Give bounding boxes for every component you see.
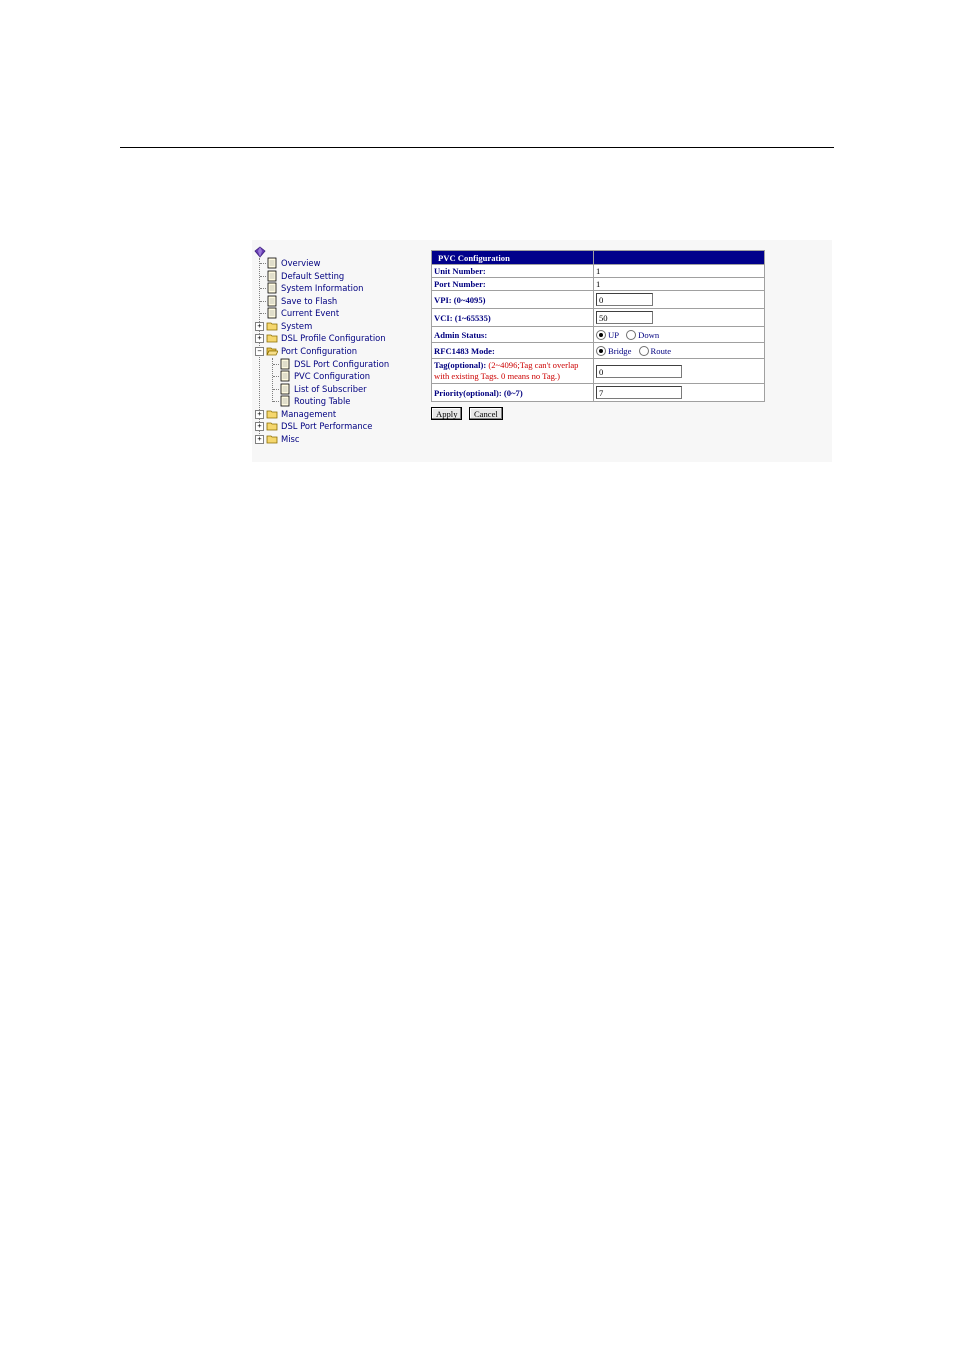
tree-item-routing-table[interactable] bbox=[279, 395, 350, 407]
open-folder-icon bbox=[266, 345, 278, 357]
tree-item-dsl-port-performance[interactable] bbox=[266, 420, 372, 432]
rfc1483-mode-cell bbox=[594, 343, 765, 359]
folder-icon bbox=[266, 320, 278, 332]
route-label: Route bbox=[650, 346, 672, 357]
tree-item-label: System Information bbox=[281, 283, 364, 293]
admin-status-cell bbox=[594, 327, 765, 343]
web-admin-screenshot bbox=[252, 240, 832, 462]
table-row bbox=[432, 309, 765, 327]
table-row bbox=[432, 343, 765, 359]
table-row bbox=[432, 327, 765, 343]
tree-item-label: List of Subscriber bbox=[294, 384, 367, 394]
admin-up-radio[interactable] bbox=[596, 330, 606, 340]
route-radio[interactable] bbox=[639, 346, 649, 356]
expand-plus-icon[interactable]: + bbox=[255, 334, 264, 343]
tree-item-management[interactable] bbox=[266, 408, 336, 420]
admin-down-radio[interactable] bbox=[626, 330, 636, 340]
admin-down-label: Down bbox=[638, 330, 660, 341]
form-buttons bbox=[431, 404, 765, 422]
tree-item-label: Routing Table bbox=[294, 396, 351, 406]
vci-cell bbox=[594, 309, 765, 327]
table-header-row bbox=[432, 251, 765, 265]
priority-input[interactable]: 7 bbox=[596, 386, 682, 399]
admin-up-label: UP bbox=[608, 330, 619, 341]
folder-icon bbox=[266, 433, 278, 445]
table-header-blank bbox=[594, 251, 765, 265]
vpi-cell bbox=[594, 291, 765, 309]
table-row bbox=[432, 265, 765, 278]
rfc1483-mode-label: RFC1483 Mode: bbox=[432, 343, 594, 359]
tree-item-misc[interactable] bbox=[266, 433, 300, 445]
priority-cell bbox=[594, 384, 765, 402]
pvc-configuration-table bbox=[431, 250, 765, 402]
vci-label: VCI: (1~65535) bbox=[432, 309, 594, 327]
bridge-label: Bridge bbox=[608, 346, 632, 357]
tag-label-cell bbox=[432, 359, 594, 384]
navigation-tree bbox=[252, 240, 428, 462]
tag-note-line-1: (2~4096;Tag can't overlap bbox=[488, 360, 579, 370]
tree-item-dsl-port-configuration[interactable] bbox=[279, 358, 389, 370]
tree-item-label: DSL Port Configuration bbox=[294, 359, 390, 369]
tree-item-current-event[interactable] bbox=[266, 307, 339, 319]
tree-item-label: Current Event bbox=[281, 308, 340, 318]
page-icon bbox=[266, 282, 278, 294]
priority-label: Priority(optional): (0~7) bbox=[432, 384, 594, 402]
expand-plus-icon[interactable]: + bbox=[255, 435, 264, 444]
page-icon bbox=[266, 307, 278, 319]
tree-item-default-setting[interactable] bbox=[266, 270, 344, 282]
vci-input[interactable]: 50 bbox=[596, 311, 653, 324]
tree-item-label: Default Setting bbox=[281, 271, 345, 281]
vpi-input[interactable]: 0 bbox=[596, 293, 653, 306]
page-icon bbox=[266, 295, 278, 307]
tree-item-pvc-configuration[interactable] bbox=[279, 370, 370, 382]
tree-item-label: Overview bbox=[281, 258, 321, 268]
tag-cell bbox=[594, 359, 765, 384]
expand-plus-icon[interactable]: + bbox=[255, 422, 264, 431]
admin-status-label: Admin Status: bbox=[432, 327, 594, 343]
expand-plus-icon[interactable]: + bbox=[255, 410, 264, 419]
vpi-label: VPI: (0~4095) bbox=[432, 291, 594, 309]
tree-item-label: Port Configuration bbox=[281, 346, 358, 356]
tree-item-label: DSL Port Performance bbox=[281, 421, 373, 431]
table-row bbox=[432, 278, 765, 291]
tree-item-list-of-subscriber[interactable] bbox=[279, 383, 367, 395]
page-icon bbox=[279, 370, 291, 382]
tree-item-label: DSL Profile Configuration bbox=[281, 333, 386, 343]
page-icon bbox=[266, 270, 278, 282]
folder-icon bbox=[266, 332, 278, 344]
root-gem-icon bbox=[254, 246, 266, 258]
tag-input[interactable]: 0 bbox=[596, 365, 682, 378]
tree-item-label: System bbox=[281, 321, 313, 331]
tree-item-port-configuration[interactable] bbox=[266, 345, 357, 357]
table-row bbox=[432, 359, 765, 384]
tree-item-label: Misc bbox=[281, 434, 300, 444]
pvc-configuration-panel bbox=[431, 250, 765, 422]
tree-item-save-to-flash[interactable] bbox=[266, 295, 337, 307]
page-icon bbox=[279, 383, 291, 395]
unit-number-value: 1 bbox=[594, 265, 765, 278]
tree-item-system[interactable] bbox=[266, 320, 312, 332]
apply-button[interactable]: Apply bbox=[431, 407, 462, 420]
expand-plus-icon[interactable]: + bbox=[255, 322, 264, 331]
page-icon bbox=[279, 395, 291, 407]
tree-item-label: PVC Configuration bbox=[294, 371, 371, 381]
tag-label: Tag(optional): bbox=[434, 360, 487, 370]
tree-item-label: Management bbox=[281, 409, 337, 419]
tree-item-dsl-profile-configuration[interactable] bbox=[266, 332, 386, 344]
cancel-button[interactable]: Cancel bbox=[469, 407, 503, 420]
folder-icon bbox=[266, 408, 278, 420]
page-icon bbox=[279, 358, 291, 370]
tree-item-system-information[interactable] bbox=[266, 282, 363, 294]
bridge-radio[interactable] bbox=[596, 346, 606, 356]
page-top-rule bbox=[120, 147, 834, 148]
folder-icon bbox=[266, 420, 278, 432]
collapse-minus-icon[interactable]: − bbox=[255, 347, 264, 356]
table-row bbox=[432, 384, 765, 402]
table-title: PVC Configuration bbox=[432, 251, 594, 265]
unit-number-label: Unit Number: bbox=[432, 265, 594, 278]
tree-item-label: Save to Flash bbox=[281, 296, 338, 306]
table-row bbox=[432, 291, 765, 309]
port-number-value: 1 bbox=[594, 278, 765, 291]
port-number-label: Port Number: bbox=[432, 278, 594, 291]
page-icon bbox=[266, 257, 278, 269]
tag-note-line-2: with existing Tags. 0 means no Tag.) bbox=[434, 371, 560, 381]
tree-item-overview[interactable] bbox=[266, 257, 320, 269]
